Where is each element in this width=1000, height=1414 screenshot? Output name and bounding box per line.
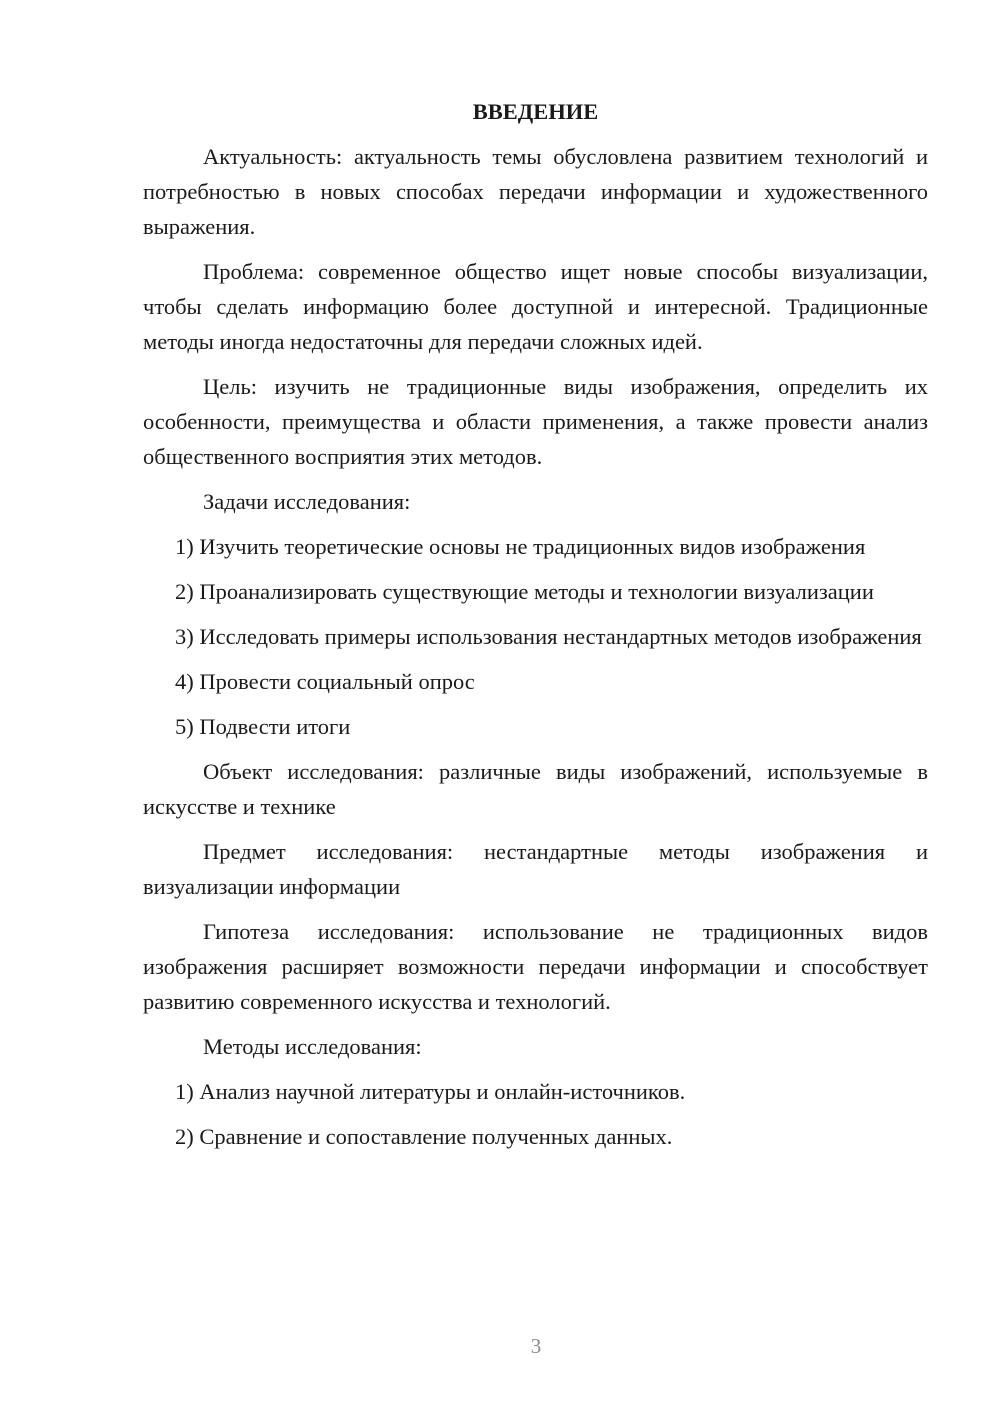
page-title: ВВЕДЕНИЕ bbox=[472, 99, 599, 124]
list-item: 1) Анализ научной литературы и онлайн-источников. bbox=[175, 1079, 686, 1104]
paragraph-methods-intro: Методы исследования: bbox=[203, 1034, 422, 1059]
list-item: 4) Провести социальный опрос bbox=[175, 669, 475, 694]
paragraph-hypothesis: Гипотеза исследования: использование не традиционных видов изображения расширяет возможности передачи информации и способствует развитию современного искусства и технологий. bbox=[143, 919, 928, 1014]
paragraph-tasks-intro: Задачи исследования: bbox=[203, 489, 411, 514]
methods-list bbox=[143, 1074, 928, 1154]
document-body bbox=[143, 94, 928, 1164]
tasks-list bbox=[143, 529, 928, 744]
paragraph-subject: Предмет исследования: нестандартные методы изображения и визуализации информации bbox=[143, 839, 928, 899]
list-item: 1) Изучить теоретические основы не традиционных видов изображения bbox=[175, 534, 866, 559]
list-item: 5) Подвести итоги bbox=[175, 714, 351, 739]
list-item: 2) Сравнение и сопоставление полученных данных. bbox=[175, 1124, 673, 1149]
page-number: 3 bbox=[530, 1334, 542, 1358]
list-item: 3) Исследовать примеры использования нестандартных методов изображения bbox=[175, 624, 922, 649]
paragraph-relevance: Актуальность: актуальность темы обусловлена развитием технологий и потребностью в новых способах передачи информации и художественного выражения. bbox=[143, 144, 928, 239]
paragraph-object: Объект исследования: различные виды изображений, используемые в искусстве и технике bbox=[143, 759, 928, 819]
paragraph-problem: Проблема: современное общество ищет новые способы визуализации, чтобы сделать информацию более доступной и интересной. Традиционные методы иногда недостаточны для передачи сложных идей. bbox=[143, 259, 928, 354]
list-item: 2) Проанализировать существующие методы и технологии визуализации bbox=[175, 579, 874, 604]
paragraph-goal: Цель: изучить не традиционные виды изображения, определить их особенности, преимущества и области применения, а также провести анализ общественного восприятия этих методов. bbox=[143, 374, 928, 469]
